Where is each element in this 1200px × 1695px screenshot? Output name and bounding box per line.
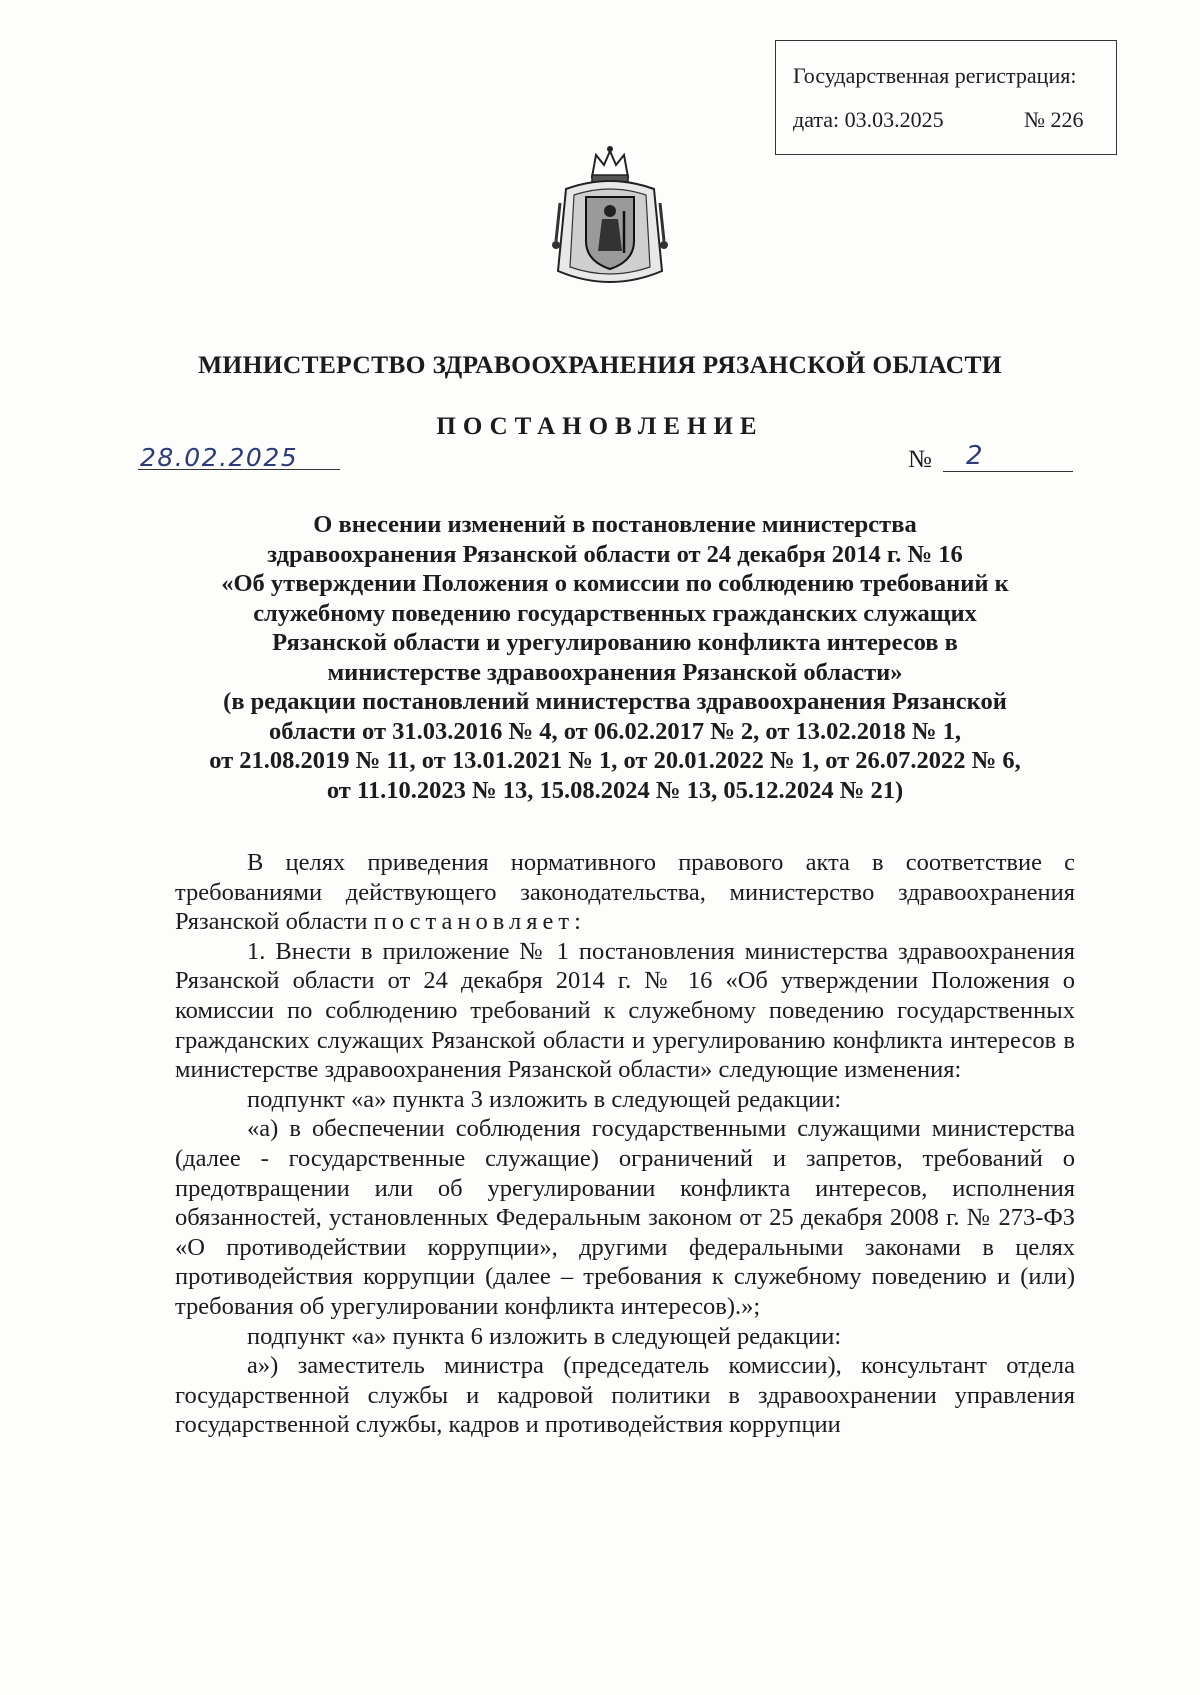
registration-stamp	[775, 40, 1117, 155]
body-paragraph-quote-3a: «а) в обеспечении соблюдения государственными служащими министерства (далее - государственные служащие) ограничений и запретов, требований о предотвращении или об урегулировании конфликта интересов, исполнения обязанностей, установленных Федеральным законом от 25 декабря 2008 г. № 273-ФЗ «О противодействии коррупции», другими федеральными законами в целях противодействия коррупции (далее – требования к служебному поведению и (или) требования об урегулировании конфликта интересов).»;	[175, 1115, 1075, 1320]
title-line: области от 31.03.2016 № 4, от 06.02.2017 № 2, от 13.02.2018 № 1,	[268, 717, 962, 745]
handwritten-number: 2	[966, 441, 983, 471]
body-paragraph-sub-6a: подпункт «а» пункта 6 изложить в следующей редакции:	[247, 1322, 842, 1350]
document-body	[175, 848, 1075, 1440]
document-title	[140, 510, 1090, 805]
title-line: министерстве здравоохранения Рязанской области»	[327, 658, 903, 686]
preamble-text: В целях приведения нормативного правового акта в соответствие с требованиями действующего законодательства, министерство здравоохранения Рязанской области	[175, 849, 1075, 936]
title-line: от 21.08.2019 № 11, от 13.01.2021 № 1, от 20.01.2022 № 1, от 26.07.2022 № 6,	[209, 747, 1021, 774]
registration-number: № 226	[1024, 107, 1084, 132]
body-paragraph-sub-3a: подпункт «а» пункта 3 изложить в следующей редакции:	[247, 1085, 842, 1113]
body-paragraph-item-1: 1. Внести в приложение № 1 постановления министерства здравоохранения Рязанской области от 24 декабря 2014 г. № 16 «Об утверждении Положения о комиссии по соблюдению требований к служебному поведению государственных гражданских служащих Рязанской области и урегулированию конфликта интересов в министерстве здравоохранения Рязанской области» следующие изменения:	[175, 937, 1075, 1084]
title-line: «Об утверждении Положения о комиссии по соблюдению требований к	[221, 570, 1009, 597]
body-paragraph-preamble	[175, 848, 1075, 937]
title-line: О внесении изменений в постановление министерства	[313, 511, 917, 538]
handwritten-date: 28.02.2025	[140, 443, 299, 472]
ministry-name: МИНИСТЕРСТВО ЗДРАВООХРАНЕНИЯ РЯЗАНСКОЙ ОБЛАСТИ	[198, 350, 1002, 379]
title-line: служебному поведению государственных гражданских служащих	[253, 599, 977, 627]
registration-date: дата: 03.03.2025	[793, 107, 944, 132]
document-type: ПОСТАНОВЛЕНИЕ	[436, 413, 764, 440]
title-line: (в редакции постановлений министерства здравоохранения Рязанской	[223, 688, 1007, 715]
registration-title: Государственная регистрация:	[793, 63, 1077, 88]
decree-word: постановляет:	[373, 908, 586, 936]
ryazan-coat-of-arms-icon	[552, 145, 668, 293]
number-sign: №	[908, 446, 932, 473]
title-line: здравоохранения Рязанской области от 24 декабря 2014 г. № 16	[267, 540, 963, 568]
title-line: от 11.10.2023 № 13, 15.08.2024 № 13, 05.12.2024 № 21)	[326, 776, 904, 804]
title-line: Рязанской области и урегулированию конфликта интересов в	[272, 629, 958, 656]
body-paragraph-quote-6a: а») заместитель министра (председатель комиссии), консультант отдела государственной службы и кадровой политики в здравоохранении управления государственной службы, кадров и противодействия коррупции	[175, 1352, 1075, 1439]
number-underline	[943, 447, 1073, 472]
